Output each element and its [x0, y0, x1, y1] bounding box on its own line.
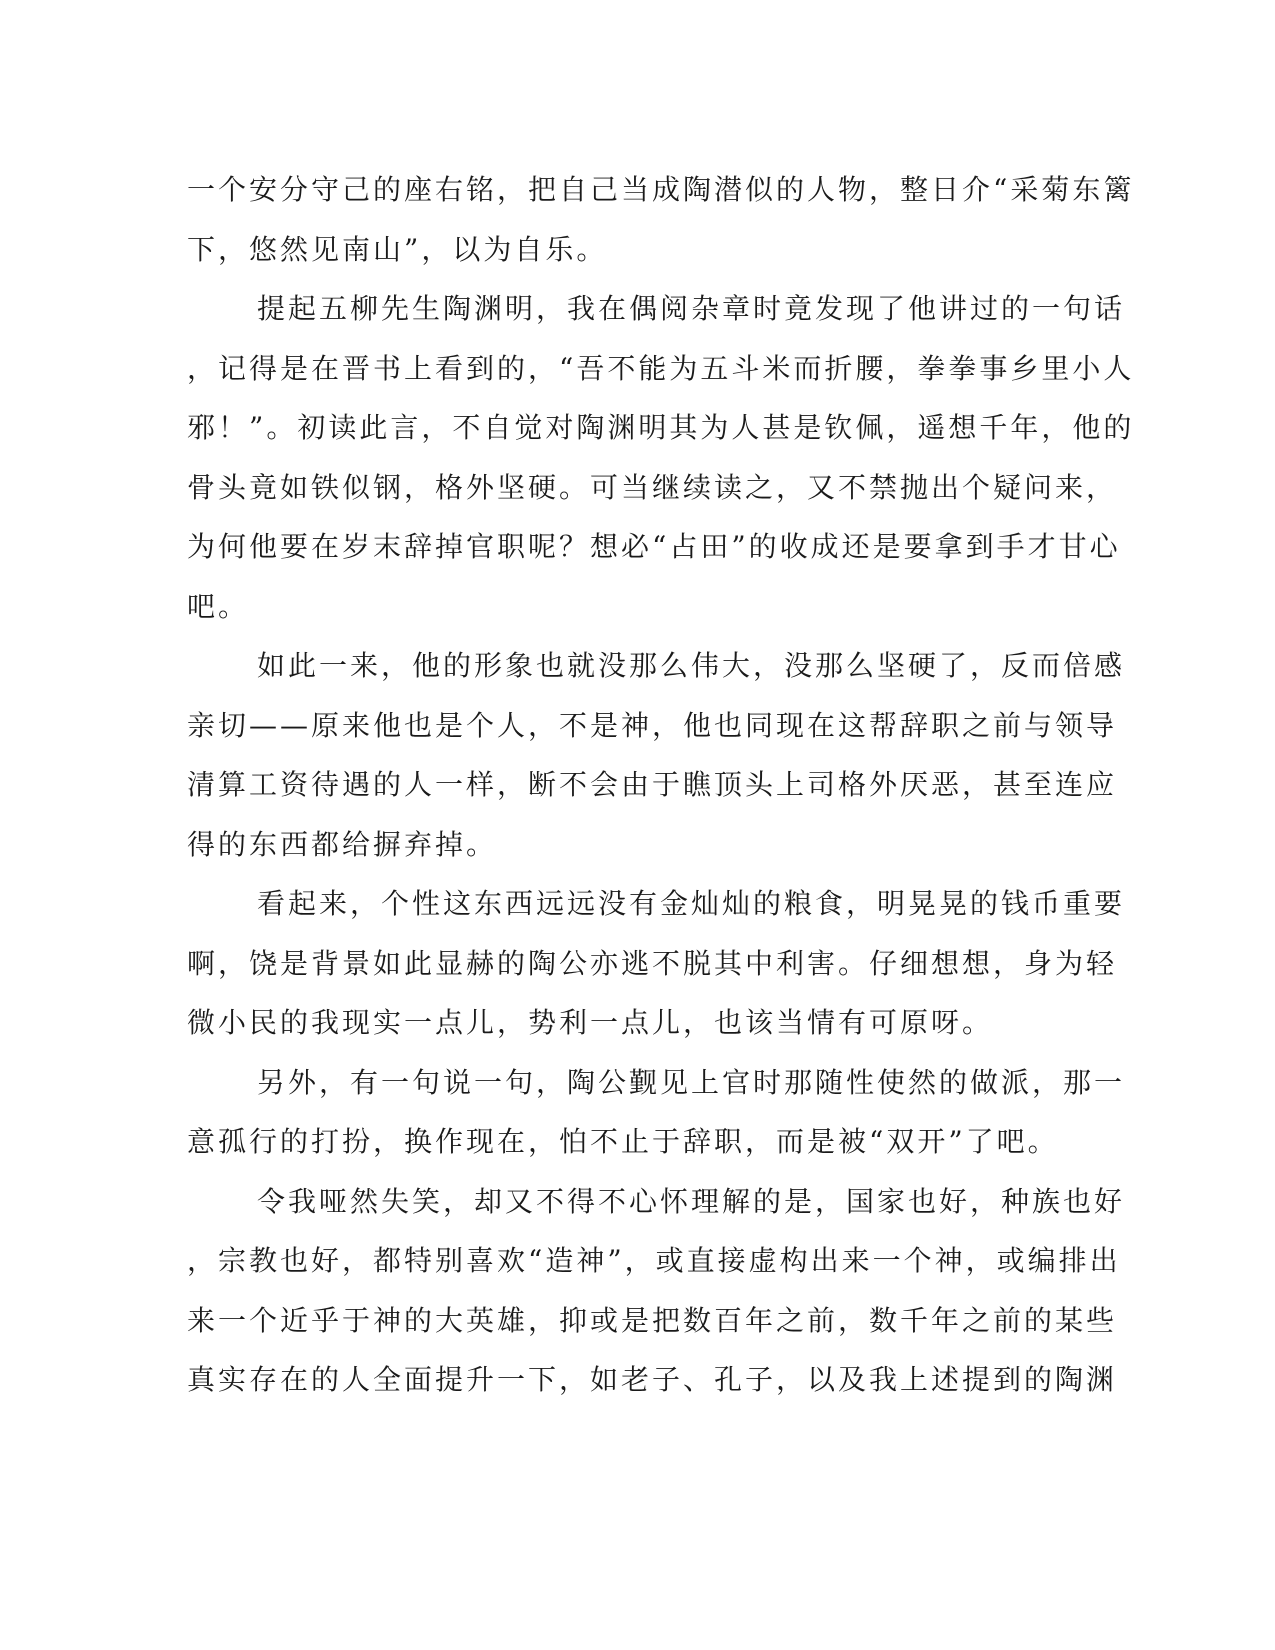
- text-line: 啊，饶是背景如此显赫的陶公亦逃不脱其中利害。仔细想想，身为轻: [187, 946, 1118, 980]
- text-line: 骨头竟如铁似钢，格外坚硬。可当继续读之，又不禁抛出个疑问来，: [187, 470, 1118, 504]
- body-text: [187, 160, 1135, 1410]
- paragraph-first-line: 看起来，个性这东西远远没有金灿灿的粮食，明晃晃的钱币重要: [257, 887, 1126, 920]
- text-line: 得的东西都给摒弃掉。: [187, 827, 498, 861]
- text-line: ，宗教也好，都特别喜欢“造神”，或直接虚构出来一个神，或编排出: [187, 1244, 1121, 1277]
- text-line: 吧。: [187, 589, 250, 623]
- text-line: 为何他要在岁末辞掉官职呢？想必“占田”的收成还是要拿到手才甘心: [187, 530, 1121, 563]
- text-line: 来一个近乎于神的大英雄，抑或是把数百年之前，数千年之前的某些: [187, 1303, 1118, 1337]
- text-line: 一个安分守己的座右铭，把自己当成陶潜似的人物，整日介“采菊东篱: [187, 173, 1135, 206]
- text-line: ，记得是在晋书上看到的，“吾不能为五斗米而折腰，拳拳事乡里小人: [187, 351, 1135, 385]
- text-line: 意孤行的打扮，换作现在，怕不止于辞职，而是被“双开”了吧。: [187, 1125, 1059, 1158]
- paragraph-first-line: 另外，有一句说一句，陶公觐见上官时那随性使然的做派，那一: [257, 1065, 1126, 1099]
- text-line: 亲切——原来他也是个人，不是神，他也同现在这帮辞职之前与领导: [187, 708, 1118, 742]
- paragraph-first-line: 提起五柳先生陶渊明，我在偶阅杂章时竟发现了他讲过的一句话: [257, 292, 1126, 325]
- text-line: 微小民的我现实一点儿，势利一点儿，也该当情有可原呀。: [187, 1006, 994, 1039]
- text-line: 下，悠然见南山”，以为自乐。: [187, 232, 608, 266]
- text-line: 清算工资待遇的人一样，断不会由于瞧顶头上司格外厌恶，甚至连应: [187, 768, 1118, 801]
- text-line: 真实存在的人全面提升一下，如老子、孔子，以及我上述提到的陶渊: [187, 1363, 1118, 1396]
- paragraph-first-line: 令我哑然失笑，却又不得不心怀理解的是，国家也好，种族也好: [257, 1184, 1126, 1218]
- text-line: 邪！”。初读此言，不自觉对陶渊明其为人甚是钦佩，遥想千年，他的: [187, 411, 1135, 444]
- paragraph-first-line: 如此一来，他的形象也就没那么伟大，没那么坚硬了，反而倍感: [257, 649, 1126, 682]
